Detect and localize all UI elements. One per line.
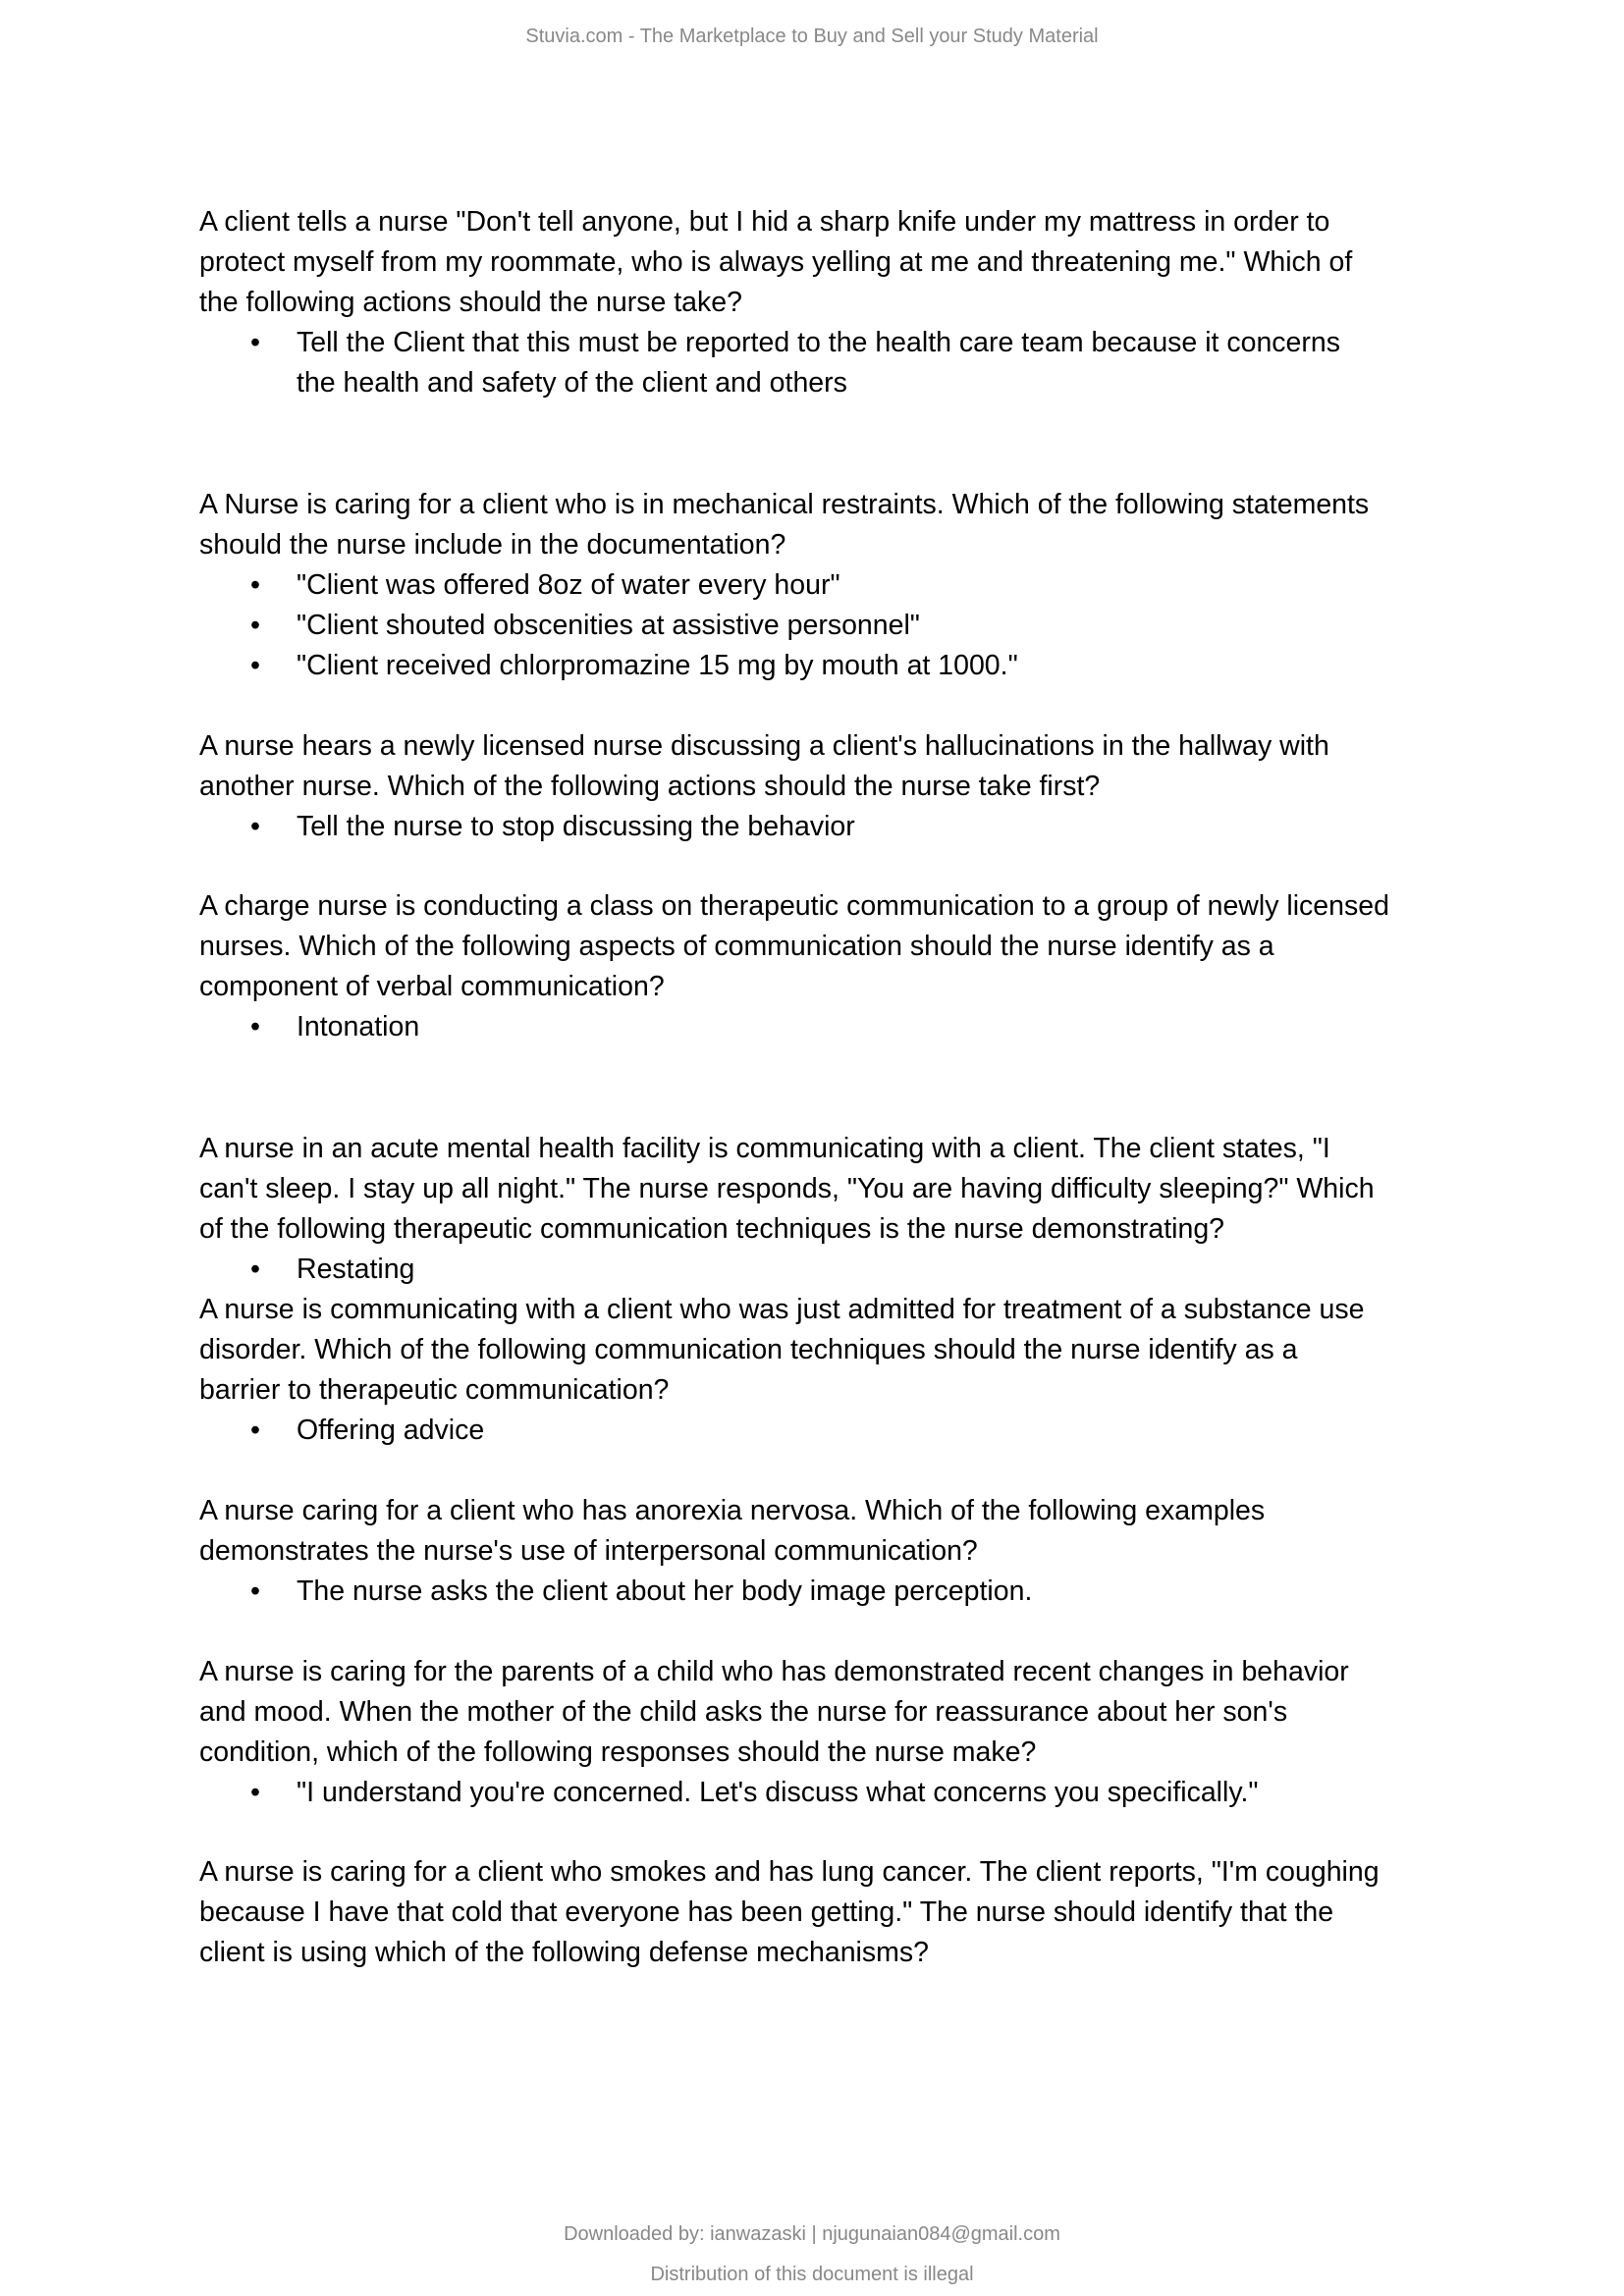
question-text-line: A client tells a nurse "Don't tell anyone, but I hid a sharp knife under my mattress in order to [199, 206, 1330, 238]
question-text-line: should the nurse include in the documentation? [199, 529, 786, 561]
answer-bullet-item [199, 565, 1495, 606]
question-text-line: component of verbal communication? [199, 971, 665, 1002]
question-text-line: another nurse. Which of the following actions should the nurse take first? [199, 771, 1101, 802]
bullet-icon: • [250, 1415, 260, 1446]
answer-bullet-item [199, 1411, 1495, 1451]
question-text-line: nurses. Which of the following aspects of communication should the nurse identify as a [199, 931, 1274, 962]
page-header: Stuvia.com - The Marketplace to Buy and Sell your Study Material [525, 26, 1099, 47]
answer-text-line: the health and safety of the client and others [297, 367, 847, 399]
question-text-line: protect myself from my roommate, who is always yelling at me and threatening me." Which of [199, 246, 1353, 278]
question-text-line: the following actions should the nurse take? [199, 287, 742, 318]
question-text-line: A nurse is caring for a client who smokes and has lung cancer. The client reports, "I'm coughing [199, 1856, 1380, 1888]
question-text-line: A nurse is caring for the parents of a child who has demonstrated recent changes in behavior [199, 1656, 1349, 1687]
bullet-icon: • [250, 1011, 260, 1042]
question-block [199, 1652, 1495, 1813]
footer-downloaded-by: Downloaded by: ianwazaski | njugunaian084@gmail.com [564, 2223, 1060, 2245]
question-text-line: client is using which of the following defense mechanisms? [199, 1937, 929, 1968]
question-block [199, 726, 1495, 847]
question-text-line: A charge nurse is conducting a class on therapeutic communication to a group of newly licensed [199, 890, 1389, 922]
question-text-line: A nurse hears a newly licensed nurse discussing a client's hallucinations in the hallway with [199, 730, 1329, 762]
answer-bullet-item [199, 323, 1495, 403]
question-text-line: A nurse is communicating with a client who was just admitted for treatment of a substance use [199, 1294, 1365, 1325]
question-text-line: can't sleep. I stay up all night." The nurse responds, "You are having difficulty sleeping?" Which [199, 1173, 1375, 1204]
answer-text-line: Tell the Client that this must be reported to the health care team because it concerns [297, 327, 1341, 358]
bullet-icon: • [250, 650, 260, 681]
answer-bullet-item [199, 606, 1495, 646]
footer-distribution-notice: Distribution of this document is illegal [650, 2264, 974, 2285]
question-text-line: and mood. When the mother of the child asks the nurse for reassurance about her son's [199, 1696, 1288, 1728]
bullet-icon: • [250, 327, 260, 358]
answer-bullet-item [199, 1250, 1495, 1290]
question-block [199, 202, 1495, 403]
answer-text-line: "I understand you're concerned. Let's discuss what concerns you specifically." [297, 1777, 1259, 1808]
question-text-line: demonstrates the nurse's use of interpersonal communication? [199, 1535, 978, 1567]
answer-text-line: Restating [297, 1254, 415, 1285]
question-block [199, 886, 1495, 1047]
answer-text-line: Intonation [297, 1011, 420, 1042]
question-block [199, 1290, 1495, 1451]
answer-text-line: Tell the nurse to stop discussing the behavior [297, 811, 855, 842]
question-block [199, 485, 1495, 686]
bullet-icon: • [250, 1254, 260, 1285]
answer-text-line: "Client received chlorpromazine 15 mg by mouth at 1000." [297, 650, 1018, 681]
answer-bullet-item [199, 646, 1495, 686]
answer-text-line: "Client shouted obscenities at assistive personnel" [297, 610, 920, 641]
answer-text-line: The nurse asks the client about her body image perception. [297, 1575, 1033, 1607]
question-block [199, 1491, 1495, 1612]
question-block [199, 1852, 1495, 1973]
answer-bullet-item [199, 807, 1495, 847]
question-text-line: A nurse caring for a client who has anorexia nervosa. Which of the following examples [199, 1495, 1266, 1526]
question-text-line: A nurse in an acute mental health facility is communicating with a client. The client states, "I [199, 1133, 1330, 1164]
bullet-icon: • [250, 811, 260, 842]
question-text-line: condition, which of the following responses should the nurse make? [199, 1736, 1037, 1768]
answer-bullet-item [199, 1773, 1495, 1813]
question-block [199, 1129, 1495, 1290]
answer-bullet-item [199, 1007, 1495, 1047]
question-text-line: barrier to therapeutic communication? [199, 1374, 670, 1406]
bullet-icon: • [250, 569, 260, 601]
bullet-icon: • [250, 1575, 260, 1607]
answer-text-line: Offering advice [297, 1415, 485, 1446]
answer-bullet-item [199, 1572, 1495, 1612]
question-text-line: of the following therapeutic communication techniques is the nurse demonstrating? [199, 1213, 1225, 1245]
question-text-line: because I have that cold that everyone has been getting." The nurse should identify that the [199, 1896, 1334, 1928]
bullet-icon: • [250, 1777, 260, 1808]
question-text-line: disorder. Which of the following communication techniques should the nurse identify as a [199, 1334, 1298, 1365]
answer-text-line: "Client was offered 8oz of water every hour" [297, 569, 840, 601]
question-text-line: A Nurse is caring for a client who is in mechanical restraints. Which of the following statements [199, 489, 1370, 520]
bullet-icon: • [250, 610, 260, 641]
